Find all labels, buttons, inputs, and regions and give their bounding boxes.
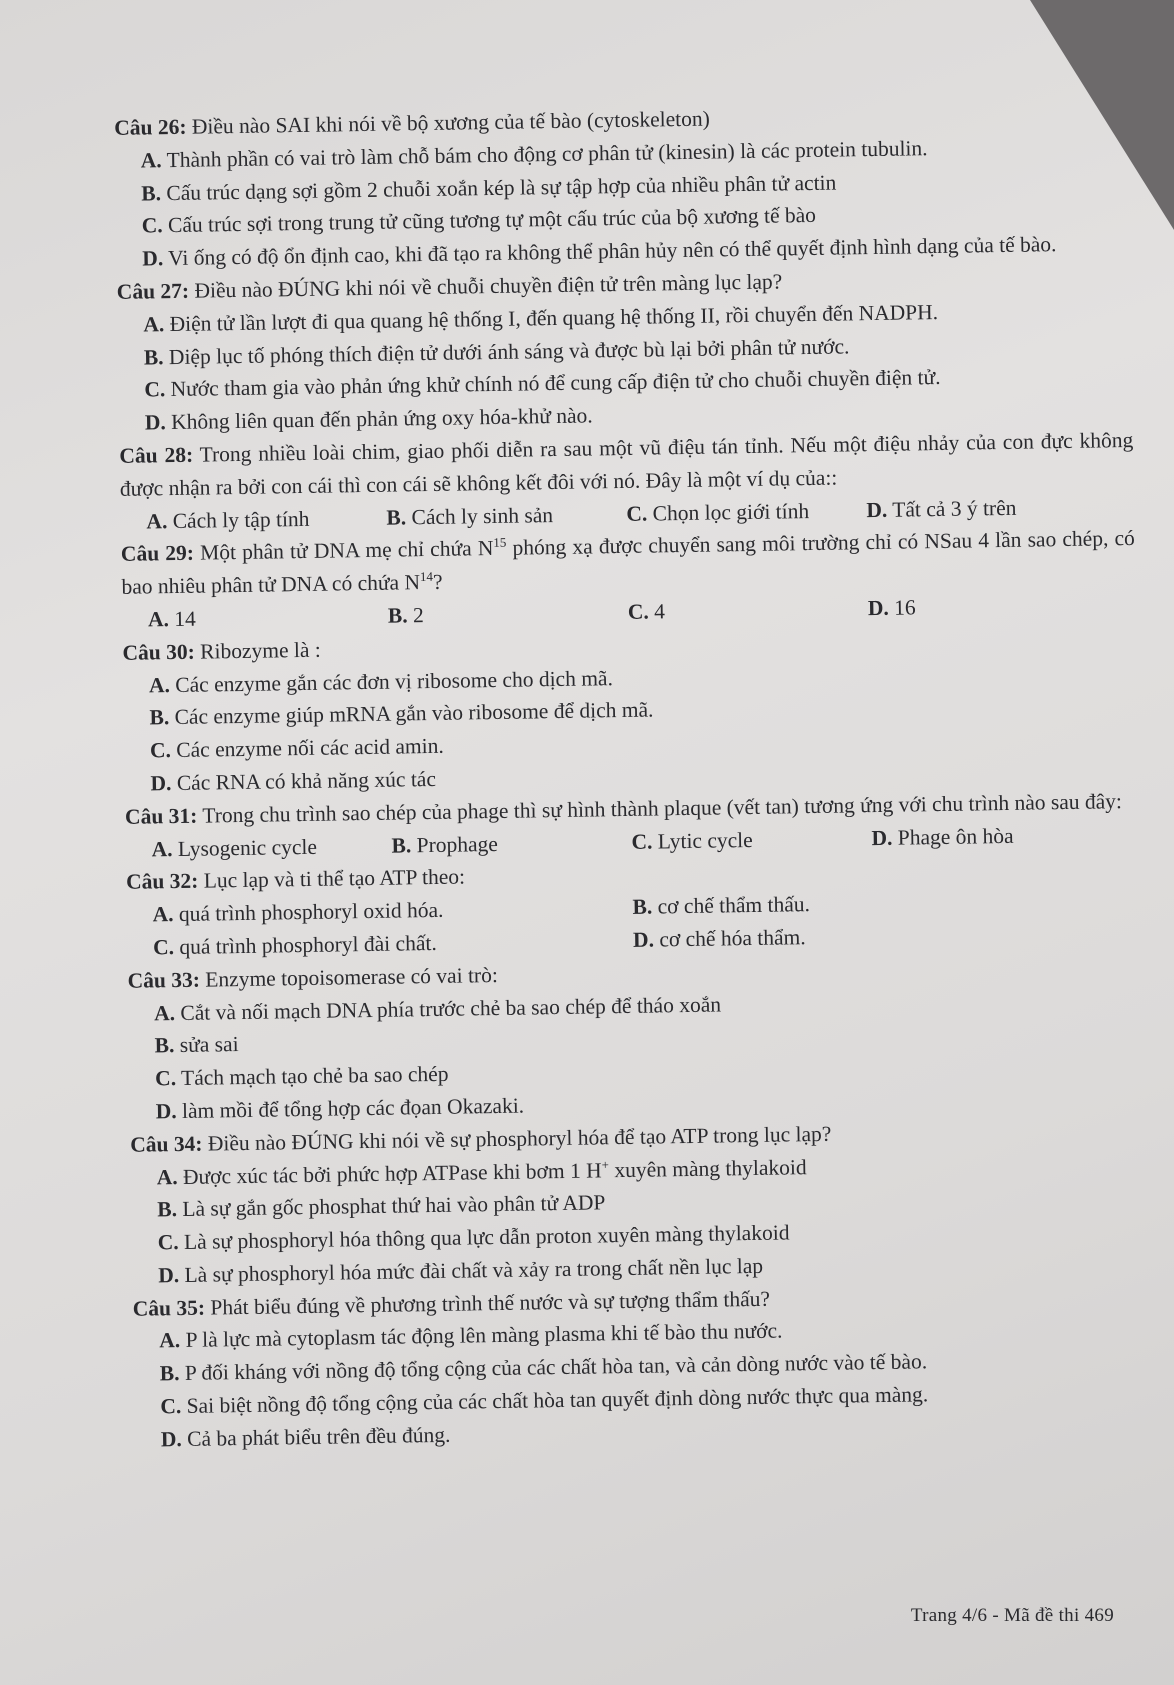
question-text: Điều nào ĐÚNG khi nói về sự phosphoryl hóa để tạo ATP trong lục lạp? [202,1121,832,1156]
question-text: Trong chu trình sao chép của phage thì sự hình thành plaque (vết tan) tương ứng với chu trình nào sau đây: [197,788,1123,828]
option-a: A. Cắt và nối mạch DNA phía trước chẻ ba sao chép để tháo xoắn [153,991,722,1025]
option-d: D. Vi ống có độ ổn định cao, khi đã tạo ra không thể phân hủy nên có thể quyết định hình dạng của tế bào. [142,232,1057,271]
option-d: D. Là sự phosphoryl hóa mức đài chất và xảy ra trong chất nền lục lạp [158,1253,764,1288]
question-26 [108,96,1130,276]
question-text: Điều nào ĐÚNG khi nói về chuỗi chuyền điện tử trên màng lục lạp? [188,269,783,303]
question-text: Điều nào SAI khi nói về bộ xương của tế bào (cytoskeleton) [186,106,711,139]
question-number: Câu 27: [116,278,190,304]
option-b: B. Cách ly sinh sản [386,502,554,530]
question-number: Câu 31: [124,803,198,829]
option-c: C. Chọn lọc giới tính [626,498,810,526]
question-text: Trong nhiều loài chim, giao phối diễn ra sau một vũ điệu tán tỉnh. Nếu một điệu nhảy của con đực không được nhận ra bởi con cái thì con cái sẽ không kết đôi với nó. Đây là một ví dụ của:: [119,427,1134,501]
option-c: C. Cấu trúc sợi trong trung tử cũng tương tự một cấu trúc của bộ xương tế bào [141,203,817,238]
option-c: C. Là sự phosphoryl hóa thông qua lực dẫn proton xuyên màng thylakoid [157,1220,790,1255]
question-number: Câu 26: [114,114,187,140]
option-b: B. Các enzyme giúp mRNA gắn vào ribosome để dịch mã. [149,697,654,730]
option-b: B. sửa sai [154,1032,239,1058]
question-28 [113,424,1134,538]
option-d: D. Tất cả 3 ý trên [866,495,1017,522]
question-number: Câu 33: [127,967,201,993]
option-d: D. làm mồi để tổng hợp các đọan Okazaki. [155,1093,525,1124]
option-a: A. P là lực mà cytoplasm tác động lên màng plasma khi tế bào thu nước. [159,1319,783,1353]
question-number: Câu 30: [122,639,195,665]
question-35 [127,1277,1149,1457]
question-text: Enzyme topoisomerase có vai trò: [199,962,499,992]
option-a: A. Được xúc tác bởi phức hợp ATPase khi bơm 1 H+ xuyên màng thylakoid [156,1154,807,1189]
option-d: D. Các RNA có khả năng xúc tác [150,766,437,796]
question-number: Câu 28: [119,442,194,468]
question-34 [124,1113,1146,1293]
option-b: B. Prophage [391,831,499,858]
option-d: D. Phage ôn hòa [871,823,1014,850]
option-c: C. Các enzyme nối các acid amin. [149,733,444,763]
option-a: A. Các enzyme gắn các đơn vị ribosome cho dịch mã. [148,665,614,697]
option-c: C. Nước tham gia vào phản ứng khử chính nó để cung cấp điện tử cho chuỗi chuyền điện tử. [144,365,941,402]
option-c: C. Lytic cycle [631,827,753,854]
option-a: A. Thành phần có vai trò làm chỗ bám cho động cơ phân tử (kinesin) là các protein tubulin. [140,135,928,173]
question-29: Câu 29: Một phân tử DNA mẹ chỉ chứa $N^{15}$ phóng xạ được chuyển sang môi trường chỉ có NSau 4 lần sao chép, có bao nhiêu phân tử DNA có chứa $N^{14}$? A. 14 B. 2 C. 4 D. 16 [115,522,1136,636]
question-number: Câu 29: [120,541,195,567]
question-33 [121,949,1143,1129]
option-d: D. Cả ba phát biểu trên đều đúng. [160,1422,451,1452]
option-a: A. Cách ly tập tính [146,506,310,534]
question-32 [120,850,1141,964]
question-number: Câu 32: [125,869,199,895]
option-b: B. 2 [387,603,424,628]
option-a: A. 14 [147,606,196,632]
option-b: B. Cấu trúc dạng sợi gồm 2 chuỗi xoắn kép là sự tập hợp của nhiều phân tử actin [141,170,837,206]
question-text: Lục lạp và ti thể tạo ATP theo: [198,864,466,894]
question-27 [111,260,1133,440]
question-number: Câu 34: [130,1131,203,1157]
page-footer: Trang 4/6 - Mã đề thi 469 [910,1605,1114,1626]
option-b: B. Là sự gắn gốc phosphat thứ hai vào phân tử ADP [157,1190,606,1222]
option-b: B. cơ chế thẩm thấu. [632,892,811,919]
question-text: Ribozyme là : [194,637,321,664]
option-b: B. Diệp lục tố phóng thích điện tử dưới ánh sáng và được bù lại bởi phân tử nước. [143,333,850,370]
question-number: Câu 35: [132,1295,206,1321]
option-d: D. 16 [867,595,916,621]
option-a: A. Điện tử lần lượt đi qua quang hệ thống I, đến quang hệ thống II, rồi chuyển đến NADPH. [143,299,939,337]
option-a: A. Lysogenic cycle [151,834,318,861]
option-d: D. Không liên quan đến phản ứng oxy hóa-khử nào. [144,403,593,435]
question-30 [116,621,1138,801]
option-a: A. quá trình phosphoryl oxid hóa. [152,897,444,927]
exam-page [108,96,1149,1457]
option-c: C. 4 [627,599,666,624]
option-b: B. P đối kháng với nồng độ tổng cộng của các chất hòa tan, và cản dòng nước vào tế bào. [159,1349,928,1386]
question-text: Phát biểu đúng về phương trình thế nước và sự tượng thẩm thấu? [204,1286,771,1320]
option-c: C. Sai biệt nồng độ tổng cộng của các chất hòa tan quyết định dòng nước thực qua màng. [160,1382,929,1419]
option-c: C. Tách mạch tạo chẻ ba sao chép [154,1061,449,1091]
option-c: C. quá trình phosphoryl đài chất. [152,930,437,960]
option-d: D. cơ chế hóa thẩm. [632,925,806,952]
